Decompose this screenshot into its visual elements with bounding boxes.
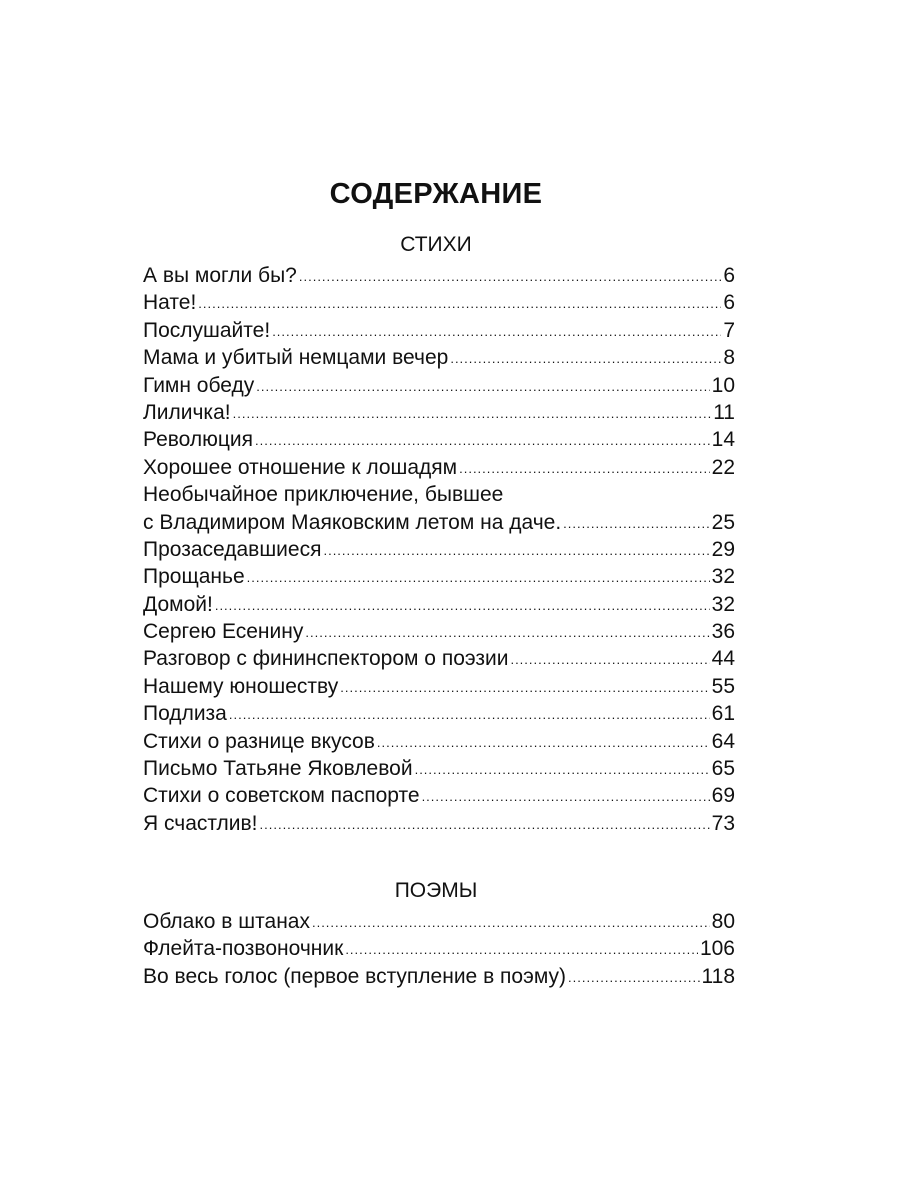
entry-title: Послушайте! [143,318,271,342]
page-number: 11 [713,400,735,424]
entry-title: Я счастлив! [143,811,258,835]
toc-list-long-poems [143,908,735,990]
toc-entry[interactable] [143,372,735,399]
entry-title: Лиличка! [143,400,231,424]
page-number: 80 [711,910,735,933]
page-number: 44 [711,647,735,671]
toc-entry[interactable] [143,618,735,645]
entry-title: Домой! [143,592,213,616]
toc-entry[interactable] [143,645,735,672]
entry-title: Во весь голос (первое вступление в поэму) [143,964,566,988]
entry-title-line1: Необычайное приключение, бывшее [143,483,504,507]
dot-leader [247,564,710,591]
toc-entry[interactable] [143,563,735,590]
entry-title: Письмо Татьяне Яковлевой [143,757,413,781]
dot-leader [345,936,698,963]
page-number: 69 [711,784,735,808]
toc-entry[interactable] [143,454,735,481]
toc-entry[interactable] [143,935,735,962]
page-number: 29 [711,537,735,561]
page-number: 25 [711,510,735,534]
entry-title-line2: с Владимиром Маяковским летом на даче. [143,510,562,534]
dot-leader [272,318,721,345]
entry-title: Нашему юношеству [143,674,339,698]
toc-entry[interactable] [143,262,735,289]
toc-entry[interactable] [143,317,735,344]
dot-leader [422,783,710,810]
toc-entry[interactable] [143,289,735,316]
entry-title: Гимн обеду [143,373,255,397]
dot-leader [305,619,709,646]
toc-entry[interactable] [143,399,735,426]
dot-leader [377,729,710,756]
page-number: 6 [723,291,735,315]
page-title: СОДЕРЖАНИЕ [329,178,543,210]
entry-title: Нате! [143,291,197,315]
page-number: 55 [711,674,735,698]
page-number: 14 [711,428,735,452]
dot-leader [256,373,709,400]
page-number: 32 [711,565,735,589]
page-number: 10 [711,373,735,397]
toc-entry[interactable] [143,810,735,837]
page-number: 32 [711,592,735,616]
dot-leader [459,455,710,482]
toc-entry[interactable] [143,728,735,755]
dot-leader [215,592,710,619]
page-number: 7 [723,318,735,342]
page-number: 73 [711,811,735,835]
page-number: 22 [711,455,735,479]
entry-title: Хорошее отношение к лошадям [143,455,458,479]
toc-entry[interactable] [143,591,735,618]
dot-leader [233,400,712,427]
entry-title: Подлиза [143,702,227,726]
dot-leader [312,909,710,936]
entry-title: Прощанье [143,565,245,589]
toc-entry[interactable] [143,536,735,563]
toc-entry[interactable] [143,755,735,782]
toc-entry-line2[interactable] [143,509,735,536]
dot-leader [415,756,710,783]
page-number: 65 [711,757,735,781]
entry-title: Сергею Есенину [143,620,304,644]
page-number: 8 [723,346,735,370]
toc-entry[interactable] [143,782,735,809]
dot-leader [563,510,709,537]
page-number: 61 [711,702,735,726]
page-number: 106 [699,937,735,961]
entry-title: Разговор с фининспектором о поэзии [143,647,509,671]
toc-entry[interactable] [143,673,735,700]
dot-leader [510,646,709,673]
toc-entry[interactable] [143,700,735,727]
entry-title: Стихи о советском паспорте [143,784,420,808]
entry-title: Мама и убитый немцами вечер [143,346,449,370]
entry-title: Стихи о разнице вкусов [143,729,375,753]
dot-leader [323,537,709,564]
entry-title: Прозаседавшиеся [143,537,322,561]
dot-leader [450,345,721,372]
entry-title: Флейта-позвоночник [143,937,344,961]
entry-title: А вы могли бы? [143,264,297,287]
entry-title: Облако в штанах [143,910,310,933]
toc-entry[interactable] [143,908,735,935]
entry-title: Революция [143,428,254,452]
toc-entry[interactable] [143,426,735,453]
dot-leader [299,263,721,290]
dot-leader [260,811,710,838]
toc-list-poems [143,262,735,837]
toc-entry[interactable] [143,963,735,990]
dot-leader [340,674,709,701]
dot-leader [198,290,721,317]
page-number: 64 [711,729,735,753]
dot-leader [229,701,710,728]
page-number: 6 [723,264,735,287]
page-number: 36 [711,620,735,644]
dot-leader [255,427,710,454]
toc-entry[interactable] [143,344,735,371]
section-heading-long-poems: ПОЭМЫ [394,879,478,902]
section-heading-poems: СТИХИ [400,233,472,256]
page-number: 118 [701,964,735,988]
dot-leader [568,964,700,991]
toc-entry-line1[interactable] [143,481,735,508]
